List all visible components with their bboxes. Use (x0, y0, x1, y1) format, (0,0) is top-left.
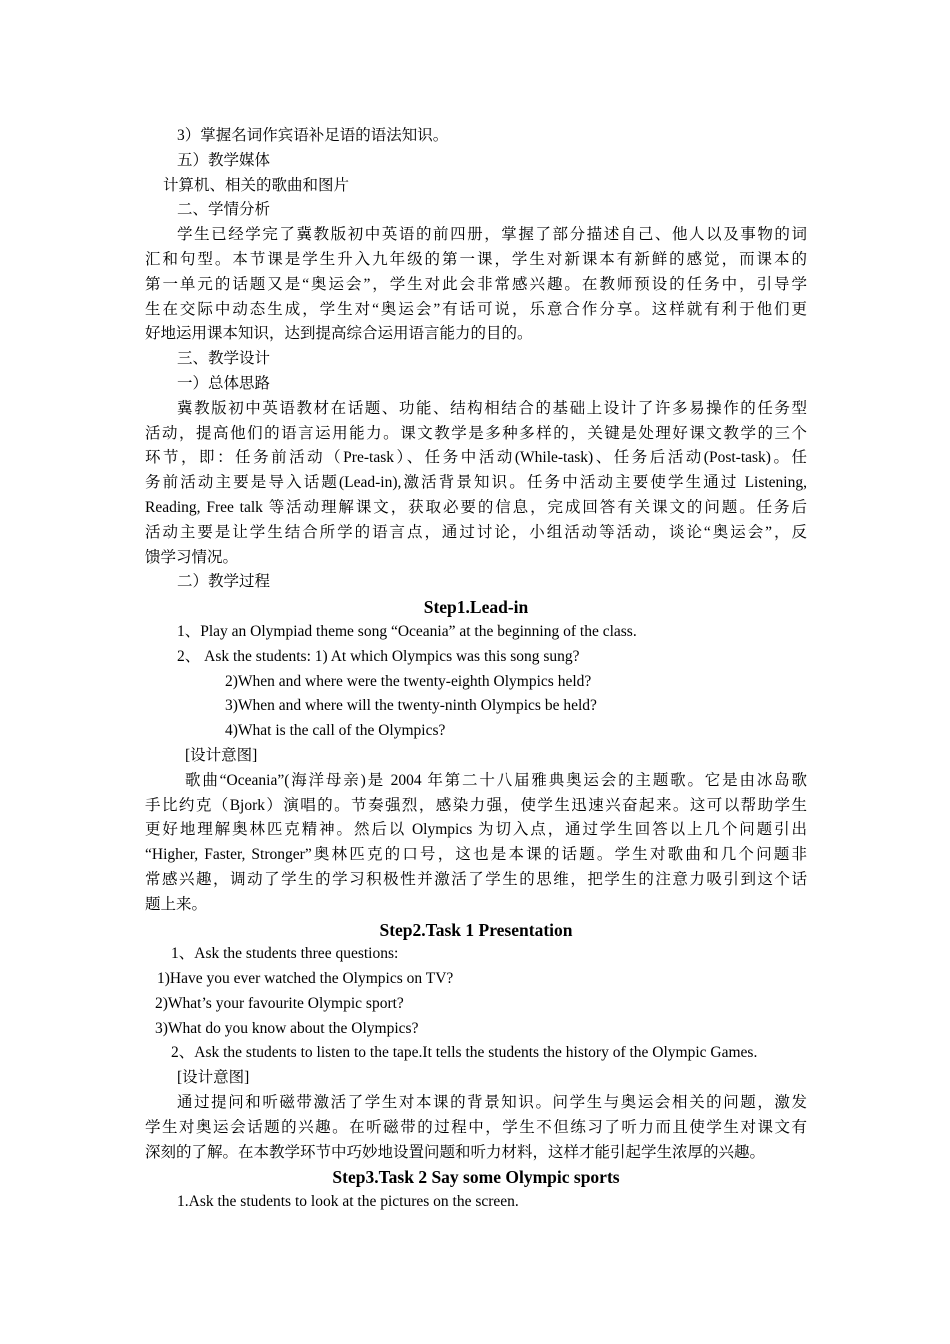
step3-item-1: 1.Ask the students to look at the pictures on the screen. (177, 1193, 519, 1211)
step1-question-2: 2)When and where were the twenty-eighth Olympics held? (225, 672, 592, 690)
step1-intent-label: [设计意图] (185, 746, 258, 764)
paragraph-line: 常感兴趣，调动了学生的学习积极性并激活了学生的思维，把学生的注意力吸引到这个话 (145, 870, 807, 888)
paragraph-line: 汇和句型。本节课是学生升入九年级的第一课，学生对新课本有新鲜的感觉，而课本的 (145, 250, 807, 268)
section-heading-process: 二）教学过程 (177, 573, 271, 591)
paragraph-line: 深刻的了解。在本教学环节中巧妙地设置问题和听力材料，这样才能引起学生浓厚的兴趣。 (145, 1143, 766, 1161)
paragraph-line: 第一单元的话题又是“奥运会”，学生对此会非常感兴趣。在教师预设的任务中，引导学 (145, 275, 807, 293)
step1-heading: Step1.Lead-in (423, 597, 529, 618)
section-heading-overview: 一）总体思路 (177, 374, 271, 392)
step2-intent-paragraph (145, 1091, 807, 1165)
paragraph-line: 学生对奥运会话题的兴趣。在听磁带的过程中，学生不但练习了听力而且使学生对课文有 (145, 1118, 807, 1136)
step2-question-3: 3)What do you know about the Olympics? (155, 1019, 419, 1037)
section-heading-media: 五）教学媒体 (177, 151, 271, 169)
objective-line-3: 3）掌握名词作宾语补足语的语法知识。 (177, 127, 449, 144)
step1-item-1: 1、Play an Olympiad theme song “Oceania” at the beginning of the class. (177, 622, 637, 640)
step2-heading: Step2.Task 1 Presentation (379, 919, 573, 940)
paragraph-line: 生在交际中动态生成，学生对“奥运会”有话可说，乐意合作分享。这样就有利于他们更 (145, 300, 807, 318)
media-text: 计算机、相关的歌曲和图片 (163, 176, 350, 194)
overview-paragraph (145, 397, 807, 571)
paragraph-line: 歌曲“Oceania”(海洋母亲)是 2004 年第二十八届雅典奥运会的主题歌。它是由冰岛歌 (185, 771, 807, 789)
paragraph-line: 通过提问和听磁带激活了学生对本课的背景知识。问学生与奥运会相关的问题，激发 (177, 1094, 807, 1112)
paragraph-line: Reading, Free talk 等活动理解课文，获取必要的信息，完成回答有关课文的问题。任务后 (145, 498, 807, 516)
paragraph-line: 好地运用课本知识，达到提高综合运用语言能力的目的。 (145, 325, 533, 343)
paragraph-line: 务前活动主要是导入话题(Lead-in),激活背景知识。任务中活动主要使学生通过 Listening, (145, 474, 807, 492)
step2-item-1: 1、Ask the students three questions: (171, 945, 399, 963)
step1-question-4: 4)What is the call of the Olympics? (225, 722, 446, 740)
paragraph-line: 题上来。 (145, 895, 208, 913)
paragraph-line: 环节，即：任务前活动（Pre-task）、任务中活动(While-task)、任务后活动(Post-task)。任 (145, 449, 807, 467)
step2-question-1: 1)Have you ever watched the Olympics on TV? (157, 970, 454, 988)
step1-intent-paragraph (145, 769, 807, 918)
document-body (145, 124, 807, 1215)
step2-question-2: 2)What’s your favourite Olympic sport? (155, 994, 404, 1012)
step2-item-2: 2、Ask the students to listen to the tape.It tells the students the history of the Olympic Games. (171, 1044, 758, 1062)
paragraph-line: 馈学习情况。 (145, 548, 239, 566)
step2-intent-label: [设计意图] (177, 1069, 250, 1087)
analysis-paragraph (145, 223, 807, 347)
section-heading-analysis: 二、学情分析 (177, 201, 271, 219)
paragraph-line: 活动，提高他们的语言运用能力。课文教学是多种多样的，关键是处理好课文教学的三个 (145, 424, 807, 442)
paragraph-line: 学生已经学完了冀教版初中英语的前四册，掌握了部分描述自己、他人以及事物的词 (177, 226, 807, 244)
step3-heading: Step3.Task 2 Say some Olympic sports (332, 1167, 620, 1188)
step1-question-3: 3)When and where will the twenty-ninth Olympics be held? (225, 697, 597, 715)
step1-item-2: 2、 Ask the students: 1) At which Olympics was this song sung? (177, 647, 580, 665)
paragraph-line: 冀教版初中英语教材在话题、功能、结构相结合的基础上设计了许多易操作的任务型 (177, 399, 807, 417)
paragraph-line: 更好地理解奥林匹克精神。然后以 Olympics 为切入点，通过学生回答以上几个问题引出 (145, 821, 807, 839)
paragraph-line: 活动主要是让学生结合所学的语言点，通过讨论，小组活动等活动，谈论“奥运会”，反 (145, 523, 807, 541)
paragraph-line: 手比约克（Bjork）演唱的。节奏强烈，感染力强，使学生迅速兴奋起来。这可以帮助学生 (145, 796, 807, 814)
paragraph-line: “Higher, Faster, Stronger”奥林匹克的口号，这也是本课的话题。学生对歌曲和几个问题非 (145, 846, 807, 864)
section-heading-design: 三、教学设计 (177, 350, 271, 368)
